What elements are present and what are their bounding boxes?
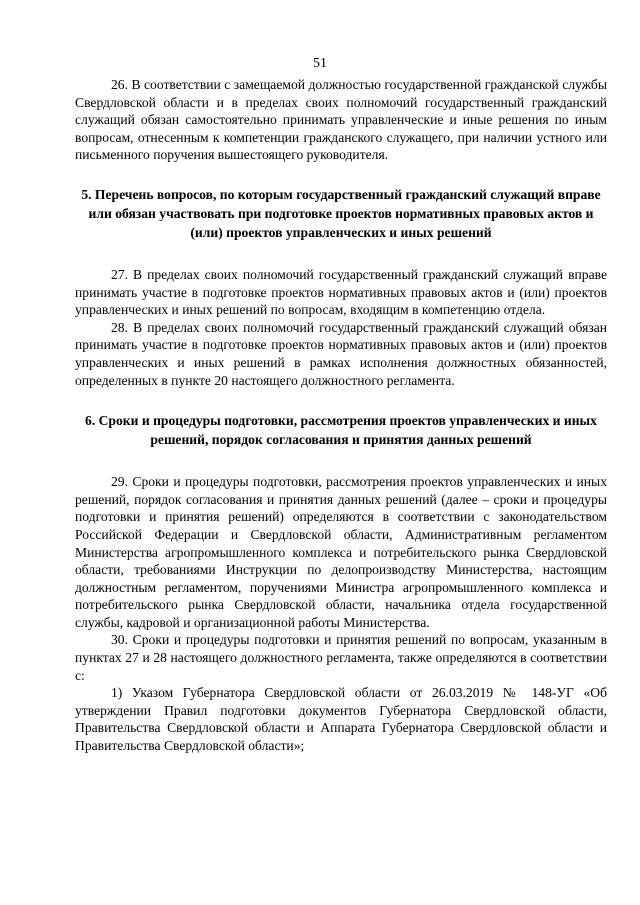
paragraph-29: 29. Сроки и процедуры подготовки, рассмотрения проектов управленческих и иных решений, порядок согласования и принятия данных решений (далее – сроки и процедуры подготовки и принятия решений) определяются в соответствии с законодательством Российской Федерации и Свердловской области, Административным регламентом Министерства агропромышленного комплекса и потребительского рынка Свердловской области, требованиями Инструкции по делопроизводству Министерства, настоящим должностным регламентом, поручениями Министра агропромышленного комплекса и потребительского рынка Свердловской области, начальника отдела государственной службы, кадровой и организационной работы Министерства.: [75, 474, 607, 630]
paragraph-28: 28. В пределах своих полномочий государственный гражданский служащий обязан принимать участие в подготовке проектов нормативных правовых актов и (или) проектов управленческих и иных решений в рамках исполнения должностных обязанностей, определенных в пункте 20 настоящего должностного регламента.: [75, 319, 607, 388]
document-body: [75, 76, 607, 755]
paragraph-30-item-1: 1) Указом Губернатора Свердловской области от 26.03.2019 № 148-УГ «Об утверждении Правил подготовки документов Губернатора Свердловской области, Правительства Свердловской области и Аппарата Губернатора Свердловской области и Правительства Свердловской области»;: [75, 685, 607, 754]
section-6-heading: 6. Сроки и процедуры подготовки, рассмотрения проектов управленческих и иных решений, порядок согласования и принятия данных решений: [85, 413, 597, 448]
paragraph-26: 26. В соответствии с замещаемой должностью государственной гражданской службы Свердловской области и в пределах своих полномочий государственный гражданский служащий обязан самостоятельно принимать управленческие и иные решения по иным вопросам, отнесенным к компетенции гражданского служащего, при наличии устного или письменного поручения вышестоящего руководителя.: [75, 77, 607, 163]
paragraph-27: 27. В пределах своих полномочий государственный гражданский служащий вправе принимать участие в подготовке проектов нормативных правовых актов и (или) проектов управленческих и иных решений по вопросам, входящим в компетенцию отдела.: [75, 266, 607, 318]
section-5-heading: 5. Перечень вопросов, по которым государственный гражданский служащий вправе или обязан участвовать при подготовке проектов нормативных правовых актов и (или) проектов управленческих и иных решений: [81, 186, 601, 240]
page-number: 51: [313, 56, 327, 71]
paragraph-30: 30. Сроки и процедуры подготовки и принятия решений по вопросам, указанным в пунктах 27 и 28 настоящего должностного регламента, также определяются в соответствии с:: [75, 632, 607, 683]
